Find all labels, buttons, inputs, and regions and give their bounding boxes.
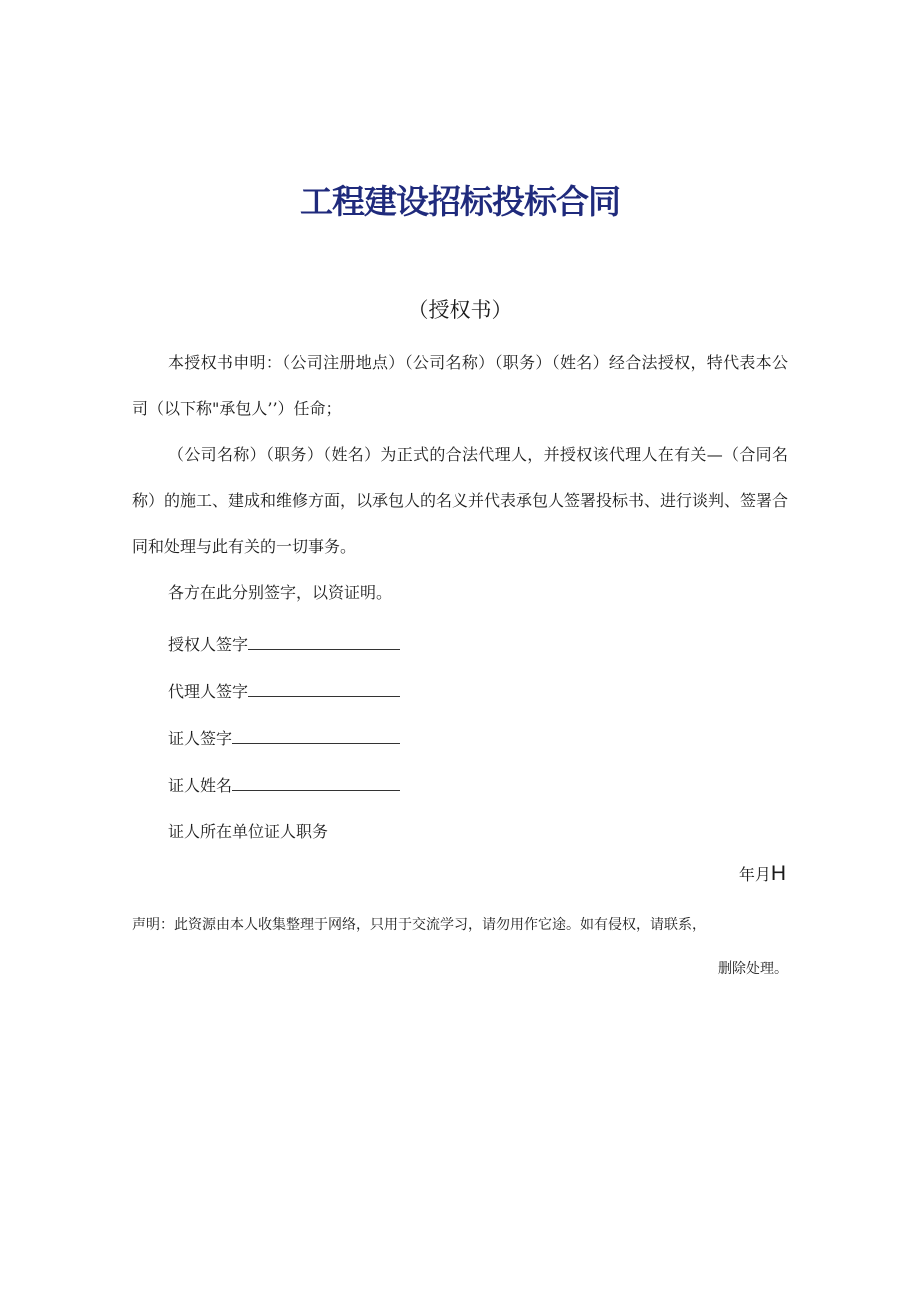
witness-unit-title-label: 证人所在单位证人职务: [168, 822, 329, 841]
date-line: [739, 862, 786, 886]
witness-signature-label: 证人签字: [168, 729, 233, 748]
agent-signature-blank: [248, 680, 400, 697]
disclaimer-line-1: 声明：此资源由本人收集整理于网络，只用于交流学习，请勿用作它途。如有侵权，请联系，: [132, 917, 706, 933]
date-label: 年月: [738, 865, 771, 884]
paragraph-declaration: 本授权书申明：（公司注册地点）（公司名称）（职务）（姓名）经合法授权，特代表本公司（以下称"承包人’’）任命；: [132, 353, 788, 418]
authorizer-signature-blank: [248, 633, 400, 650]
authorizer-signature-label: 授权人签字: [168, 635, 249, 654]
date-suffix: H: [770, 862, 786, 885]
witness-name-line: [168, 773, 400, 796]
agent-signature-label: 代理人签字: [168, 682, 249, 701]
paragraph-witness-statement: 各方在此分别签字，以资证明。: [168, 583, 393, 602]
document-subtitle: （授权书）: [407, 298, 513, 322]
agent-signature-line: [168, 679, 400, 702]
document-title: 工程建设招标投标合同: [300, 182, 620, 221]
witness-unit-title-line: [168, 819, 328, 842]
witness-name-label: 证人姓名: [168, 776, 233, 795]
disclaimer-line-2: 删除处理。: [718, 961, 788, 977]
witness-signature-blank: [232, 727, 400, 744]
authorizer-signature-line: [168, 632, 400, 655]
paragraph-authorization: （公司名称）（职务）（姓名）为正式的合法代理人，并授权该代理人在有关—（合同名称）的施工、建成和维修方面，以承包人的名义并代表承包人签署投标书、进行谈判、签署合同和处理与此有关的一切事务。: [132, 445, 789, 556]
witness-name-blank: [232, 774, 400, 791]
witness-signature-line: [168, 726, 400, 749]
